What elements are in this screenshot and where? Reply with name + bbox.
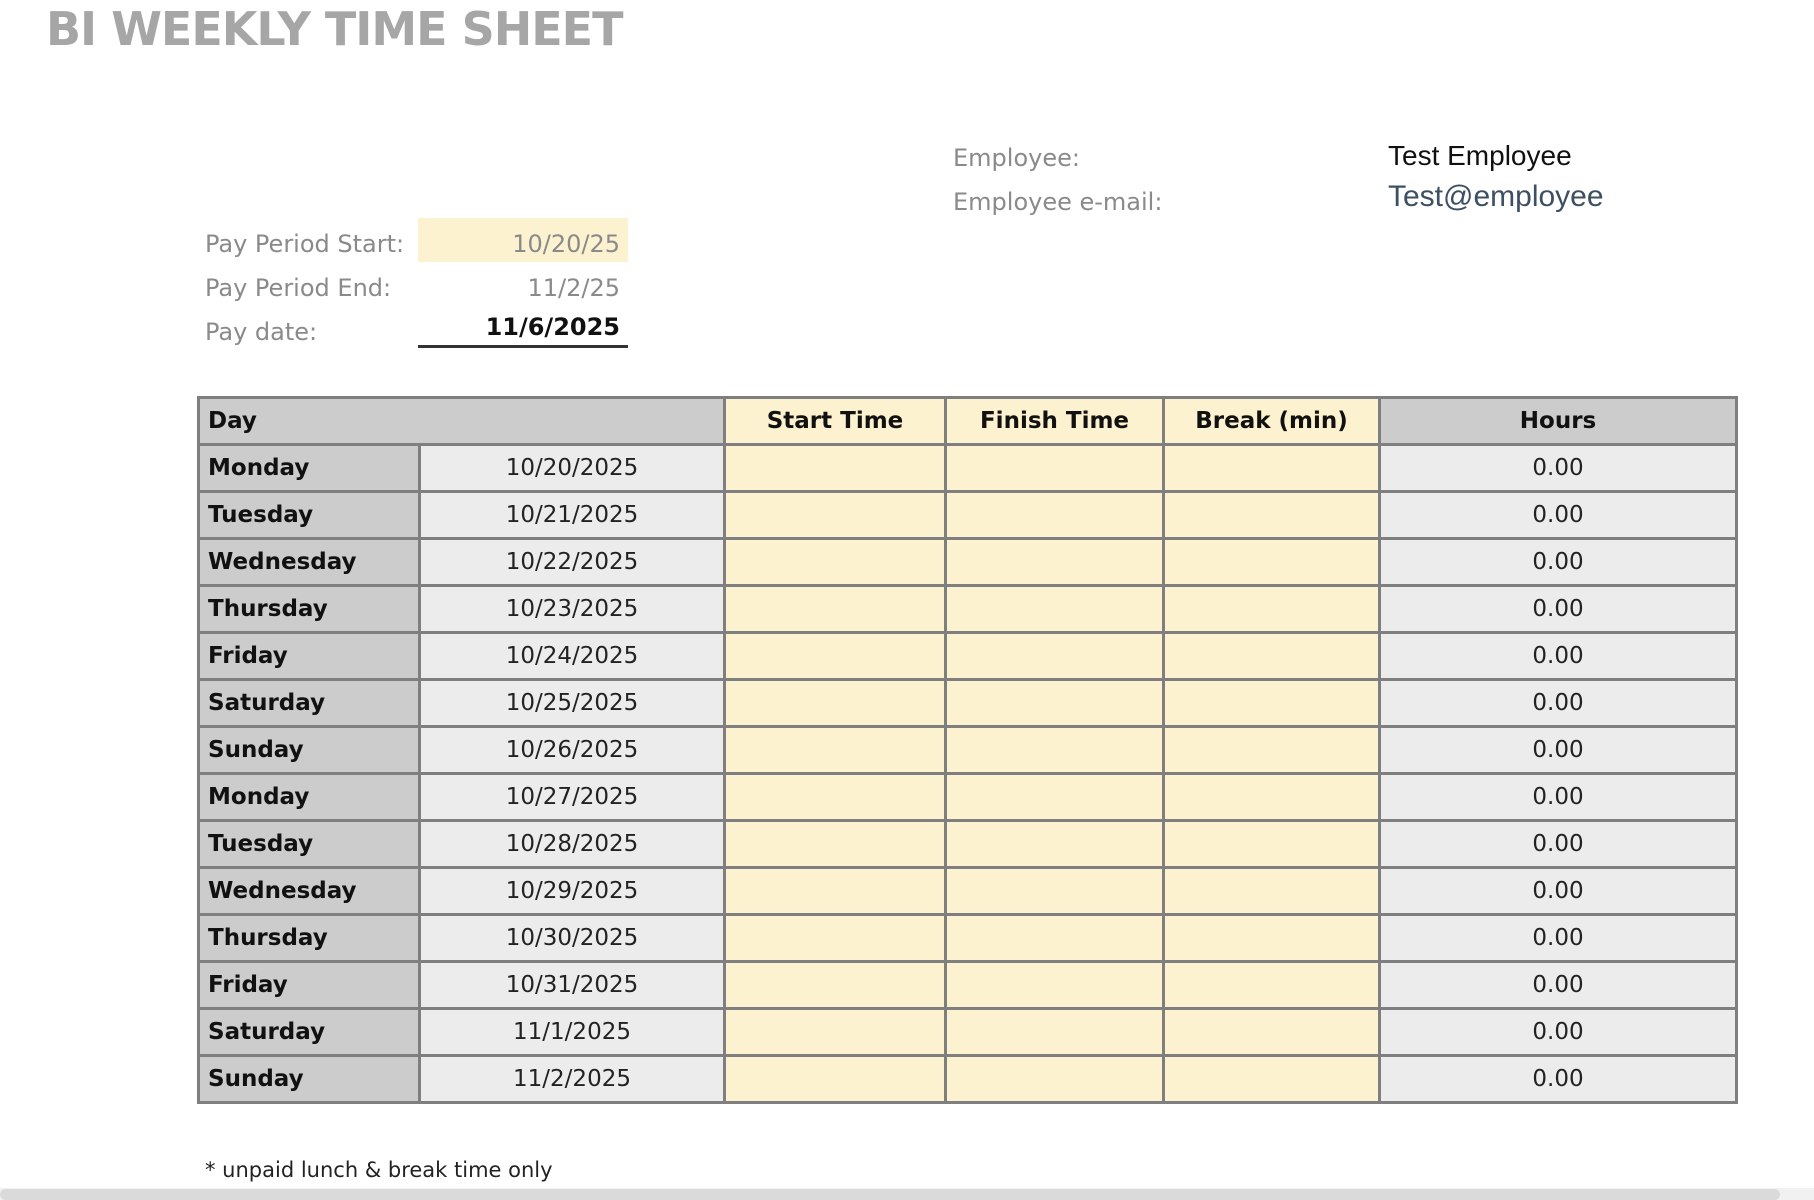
employee-label: Employee: — [953, 144, 1080, 172]
finish-time-cell[interactable] — [946, 1056, 1164, 1103]
date-cell[interactable]: 10/30/2025 — [420, 915, 725, 962]
date-cell[interactable]: 10/27/2025 — [420, 774, 725, 821]
finish-time-cell[interactable] — [946, 539, 1164, 586]
date-cell[interactable]: 11/2/2025 — [420, 1056, 725, 1103]
employee-name-value[interactable]: Test Employee — [1388, 140, 1572, 171]
horizontal-scrollbar-thumb[interactable] — [0, 1189, 1780, 1200]
table-row — [199, 727, 1737, 774]
hours-cell[interactable]: 0.00 — [1380, 1009, 1737, 1056]
header-day[interactable]: Day — [199, 398, 725, 445]
break-cell[interactable] — [1164, 586, 1380, 633]
table-row — [199, 821, 1737, 868]
start-time-cell[interactable] — [725, 962, 946, 1009]
finish-time-cell[interactable] — [946, 1009, 1164, 1056]
day-cell[interactable]: Wednesday — [199, 868, 420, 915]
day-cell[interactable]: Monday — [199, 774, 420, 821]
header-finish-time[interactable]: Finish Time — [946, 398, 1164, 445]
break-cell[interactable] — [1164, 962, 1380, 1009]
day-cell[interactable]: Thursday — [199, 586, 420, 633]
break-cell[interactable] — [1164, 774, 1380, 821]
start-time-cell[interactable] — [725, 539, 946, 586]
day-cell[interactable]: Friday — [199, 633, 420, 680]
hours-cell[interactable]: 0.00 — [1380, 962, 1737, 1009]
break-cell[interactable] — [1164, 727, 1380, 774]
start-time-cell[interactable] — [725, 727, 946, 774]
start-time-cell[interactable] — [725, 774, 946, 821]
table-row — [199, 633, 1737, 680]
finish-time-cell[interactable] — [946, 586, 1164, 633]
finish-time-cell[interactable] — [946, 445, 1164, 492]
day-cell[interactable]: Tuesday — [199, 821, 420, 868]
start-time-cell[interactable] — [725, 868, 946, 915]
start-time-cell[interactable] — [725, 633, 946, 680]
timesheet-body — [199, 445, 1737, 1103]
hours-cell[interactable]: 0.00 — [1380, 727, 1737, 774]
pay-date-underline — [418, 345, 628, 348]
pay-date-value[interactable]: 11/6/2025 — [485, 313, 620, 341]
break-cell[interactable] — [1164, 445, 1380, 492]
finish-time-cell[interactable] — [946, 492, 1164, 539]
hours-cell[interactable]: 0.00 — [1380, 633, 1737, 680]
date-cell[interactable]: 10/26/2025 — [420, 727, 725, 774]
hours-cell[interactable]: 0.00 — [1380, 1056, 1737, 1103]
break-cell[interactable] — [1164, 633, 1380, 680]
employee-email-value[interactable]: Test@employee — [1388, 180, 1604, 213]
break-cell[interactable] — [1164, 868, 1380, 915]
hours-cell[interactable]: 0.00 — [1380, 586, 1737, 633]
day-cell[interactable]: Saturday — [199, 1009, 420, 1056]
date-cell[interactable]: 10/20/2025 — [420, 445, 725, 492]
break-cell[interactable] — [1164, 680, 1380, 727]
hours-cell[interactable]: 0.00 — [1380, 445, 1737, 492]
date-cell[interactable]: 10/28/2025 — [420, 821, 725, 868]
start-time-cell[interactable] — [725, 1009, 946, 1056]
pay-period-start-value[interactable]: 10/20/25 — [512, 230, 620, 258]
break-cell[interactable] — [1164, 821, 1380, 868]
start-time-cell[interactable] — [725, 586, 946, 633]
break-cell[interactable] — [1164, 492, 1380, 539]
start-time-cell[interactable] — [725, 680, 946, 727]
sheet-title: BI WEEKLY TIME SHEET — [46, 2, 623, 56]
date-cell[interactable]: 10/22/2025 — [420, 539, 725, 586]
day-cell[interactable]: Wednesday — [199, 539, 420, 586]
date-cell[interactable]: 10/21/2025 — [420, 492, 725, 539]
hours-cell[interactable]: 0.00 — [1380, 915, 1737, 962]
pay-period-start-label: Pay Period Start: — [205, 230, 405, 258]
table-header-row — [199, 398, 1737, 445]
pay-period-end-value[interactable]: 11/2/25 — [527, 274, 620, 302]
start-time-cell[interactable] — [725, 915, 946, 962]
pay-period-end-label: Pay Period End: — [205, 274, 392, 302]
date-cell[interactable]: 11/1/2025 — [420, 1009, 725, 1056]
finish-time-cell[interactable] — [946, 915, 1164, 962]
footnote: * unpaid lunch & break time only — [205, 1158, 553, 1182]
start-time-cell[interactable] — [725, 492, 946, 539]
table-row — [199, 1009, 1737, 1056]
day-cell[interactable]: Thursday — [199, 915, 420, 962]
timesheet-table — [197, 396, 1738, 1104]
day-cell[interactable]: Tuesday — [199, 492, 420, 539]
header-break-min[interactable]: Break (min) — [1164, 398, 1380, 445]
table-row — [199, 680, 1737, 727]
table-row — [199, 445, 1737, 492]
finish-time-cell[interactable] — [946, 633, 1164, 680]
break-cell[interactable] — [1164, 1056, 1380, 1103]
date-cell[interactable]: 10/31/2025 — [420, 962, 725, 1009]
hours-cell[interactable]: 0.00 — [1380, 774, 1737, 821]
table-row — [199, 962, 1737, 1009]
table-row — [199, 492, 1737, 539]
finish-time-cell[interactable] — [946, 727, 1164, 774]
date-cell[interactable]: 10/23/2025 — [420, 586, 725, 633]
finish-time-cell[interactable] — [946, 962, 1164, 1009]
day-cell[interactable]: Sunday — [199, 1056, 420, 1103]
table-row — [199, 539, 1737, 586]
table-row — [199, 774, 1737, 821]
day-cell[interactable]: Friday — [199, 962, 420, 1009]
hours-cell[interactable]: 0.00 — [1380, 868, 1737, 915]
break-cell[interactable] — [1164, 915, 1380, 962]
header-hours[interactable]: Hours — [1380, 398, 1737, 445]
finish-time-cell[interactable] — [946, 868, 1164, 915]
pay-date-label: Pay date: — [205, 318, 318, 346]
finish-time-cell[interactable] — [946, 680, 1164, 727]
finish-time-cell[interactable] — [946, 821, 1164, 868]
finish-time-cell[interactable] — [946, 774, 1164, 821]
hours-cell[interactable]: 0.00 — [1380, 539, 1737, 586]
table-row — [199, 915, 1737, 962]
header-start-time[interactable]: Start Time — [725, 398, 946, 445]
table-row — [199, 586, 1737, 633]
break-cell[interactable] — [1164, 1009, 1380, 1056]
start-time-cell[interactable] — [725, 821, 946, 868]
hours-cell[interactable]: 0.00 — [1380, 821, 1737, 868]
hours-cell[interactable]: 0.00 — [1380, 492, 1737, 539]
table-row — [199, 1056, 1737, 1103]
date-cell[interactable]: 10/25/2025 — [420, 680, 725, 727]
break-cell[interactable] — [1164, 539, 1380, 586]
date-cell[interactable]: 10/29/2025 — [420, 868, 725, 915]
start-time-cell[interactable] — [725, 445, 946, 492]
day-cell[interactable]: Sunday — [199, 727, 420, 774]
start-time-cell[interactable] — [725, 1056, 946, 1103]
day-cell[interactable]: Saturday — [199, 680, 420, 727]
hours-cell[interactable]: 0.00 — [1380, 680, 1737, 727]
employee-email-label: Employee e-mail: — [953, 188, 1163, 216]
day-cell[interactable]: Monday — [199, 445, 420, 492]
table-row — [199, 868, 1737, 915]
date-cell[interactable]: 10/24/2025 — [420, 633, 725, 680]
